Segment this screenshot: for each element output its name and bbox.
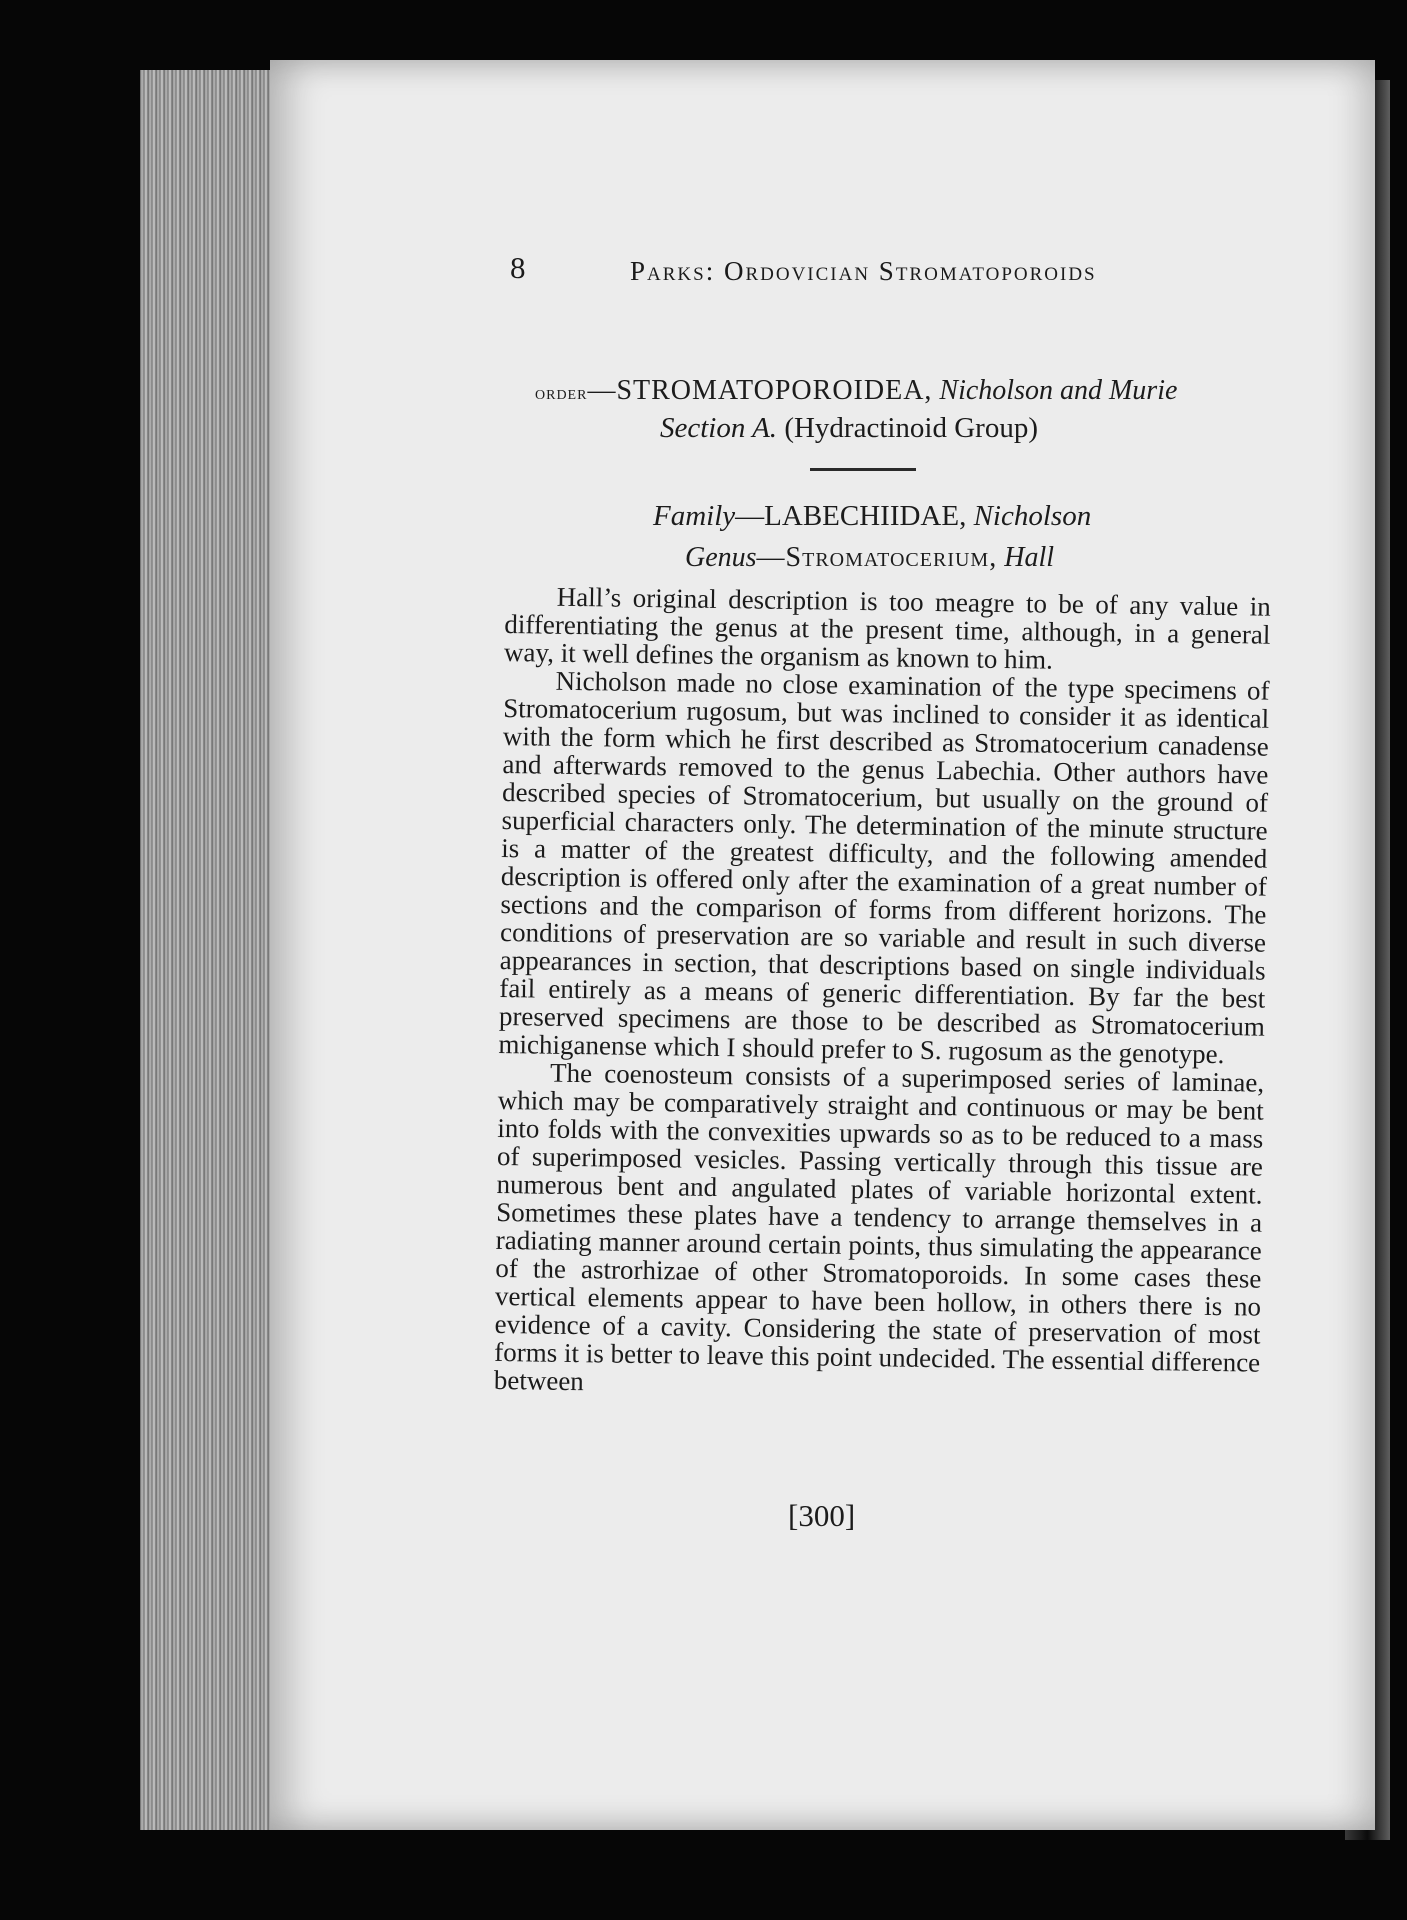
order-name: —STROMATOPOROIDEA, — [587, 375, 933, 406]
footer-page-number: [300] — [788, 1498, 856, 1533]
body-paragraph: Hall’s original description is too meagre to be of any value in differentiating the genus at the present time, although, in a general way, it well defines the organism as known to him. — [503, 581, 1271, 675]
family-name: —LABECHIIDAE, — [735, 500, 967, 532]
body-text — [494, 582, 1271, 1405]
running-title: Parks: Ordovician Stromatoporoids — [630, 256, 1097, 286]
running-head — [510, 250, 1160, 300]
section-heading — [660, 412, 1180, 445]
section-group: (Hydractinoid Group) — [784, 412, 1038, 444]
section-label: Section A. — [660, 412, 778, 444]
family-author: Nicholson — [973, 500, 1092, 532]
genus-label: Genus — [685, 542, 757, 573]
family-label: Family — [653, 500, 736, 532]
body-paragraph: The coenosteum consists of a superimposed series of laminae, which may be comparatively straight and continuous or may be bent into folds with the convexities upwards so as to be reduced to a mass of superimposed vesicles. Passing vertically through this tissue are numerous bent and angulated plates of variable horizontal extent. Sometimes these plates have a tendency to arrange themselves in a radiating manner around certain points, thus simulating the appearance of the astrorhizae of other Stromatoporoids. In some cases these vertical elements appear to have been hollow, in others there is no evidence of a cavity. Considering the state of preservation of most forms it is better to leave this point undecided. The essential difference between — [493, 1057, 1265, 1397]
genus-author: Hall — [1004, 542, 1054, 573]
document-page — [270, 60, 1375, 1830]
body-paragraph: Nicholson made no close examination of the type specimens of Stromatocerium rugosum, but was inclined to consider it as identical with the form which he first described as Stromatocerium canadense and afterwards removed to the genus Labechia. Other authors have described species of Stromatocerium, but usually on the ground of superficial characters only. The determination of the minute structure is a matter of the greatest difficulty, and the following amended description is offered only after the examination of a great number of sections and the comparison of forms from different horizons. The conditions of preservation are so variable and result in such diverse appearances in section, that descriptions based on single individuals fail entirely as a means of generic differentiation. By far the best preserved specimens are those to be described as Stromatocerium michiganense which I should prefer to S. rugosum as the genotype. — [498, 665, 1270, 1070]
page-number: 8 — [510, 250, 526, 285]
order-heading — [535, 375, 1265, 407]
genus-heading — [685, 542, 1305, 574]
heading-rule — [810, 468, 916, 471]
book-page-edge — [140, 70, 290, 1830]
family-heading — [653, 500, 1273, 533]
genus-name: —Stromatocerium, — [756, 542, 998, 573]
order-label: order — [535, 382, 588, 404]
order-authors: Nicholson and Murie — [939, 375, 1178, 406]
